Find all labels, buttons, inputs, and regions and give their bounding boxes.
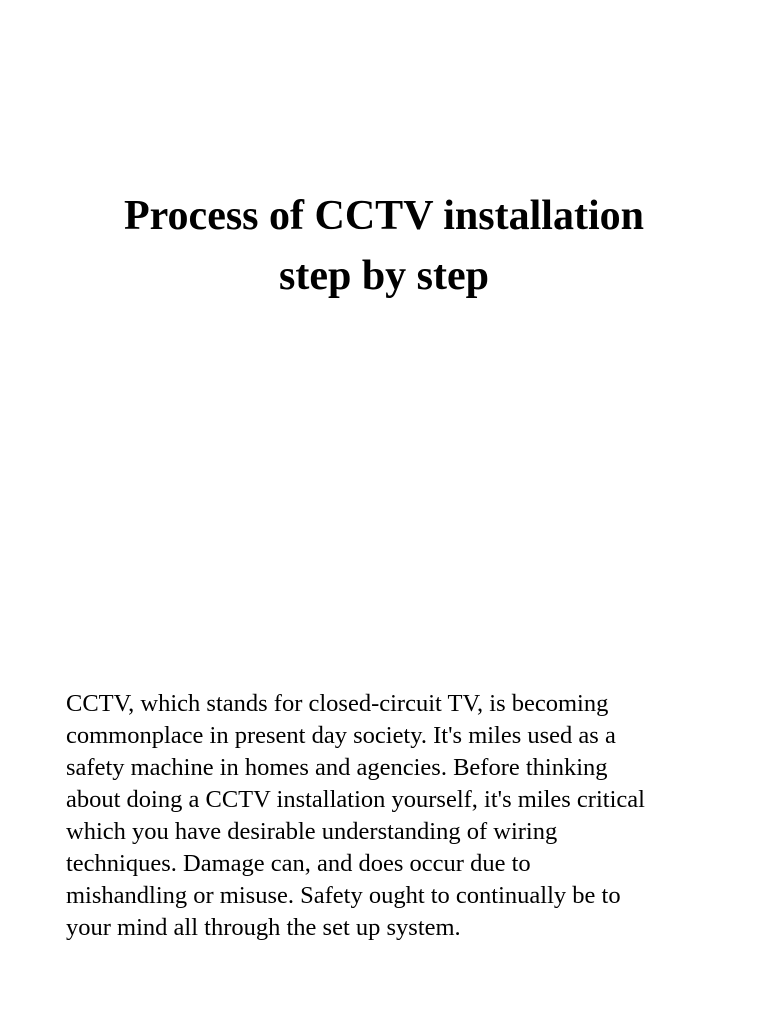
paragraph-line: safety machine in homes and agencies. Before thinking <box>66 754 608 781</box>
paragraph-line: techniques. Damage can, and does occur due to <box>66 850 531 877</box>
body-paragraph <box>66 688 726 944</box>
paragraph-line: which you have desirable understanding of wiring <box>66 818 558 845</box>
paragraph-line: CCTV, which stands for closed-circuit TV, is becoming <box>66 690 609 717</box>
paragraph-line: about doing a CCTV installation yourself, it's miles critical <box>66 786 645 813</box>
paragraph-line: your mind all through the set up system. <box>66 914 461 941</box>
page-title <box>0 186 768 306</box>
paragraph-line: mishandling or misuse. Safety ought to continually be to <box>66 882 621 909</box>
title-line: step by step <box>278 253 490 299</box>
paragraph-line: commonplace in present day society. It's miles used as a <box>66 722 616 749</box>
title-line: Process of CCTV installation <box>124 193 644 239</box>
